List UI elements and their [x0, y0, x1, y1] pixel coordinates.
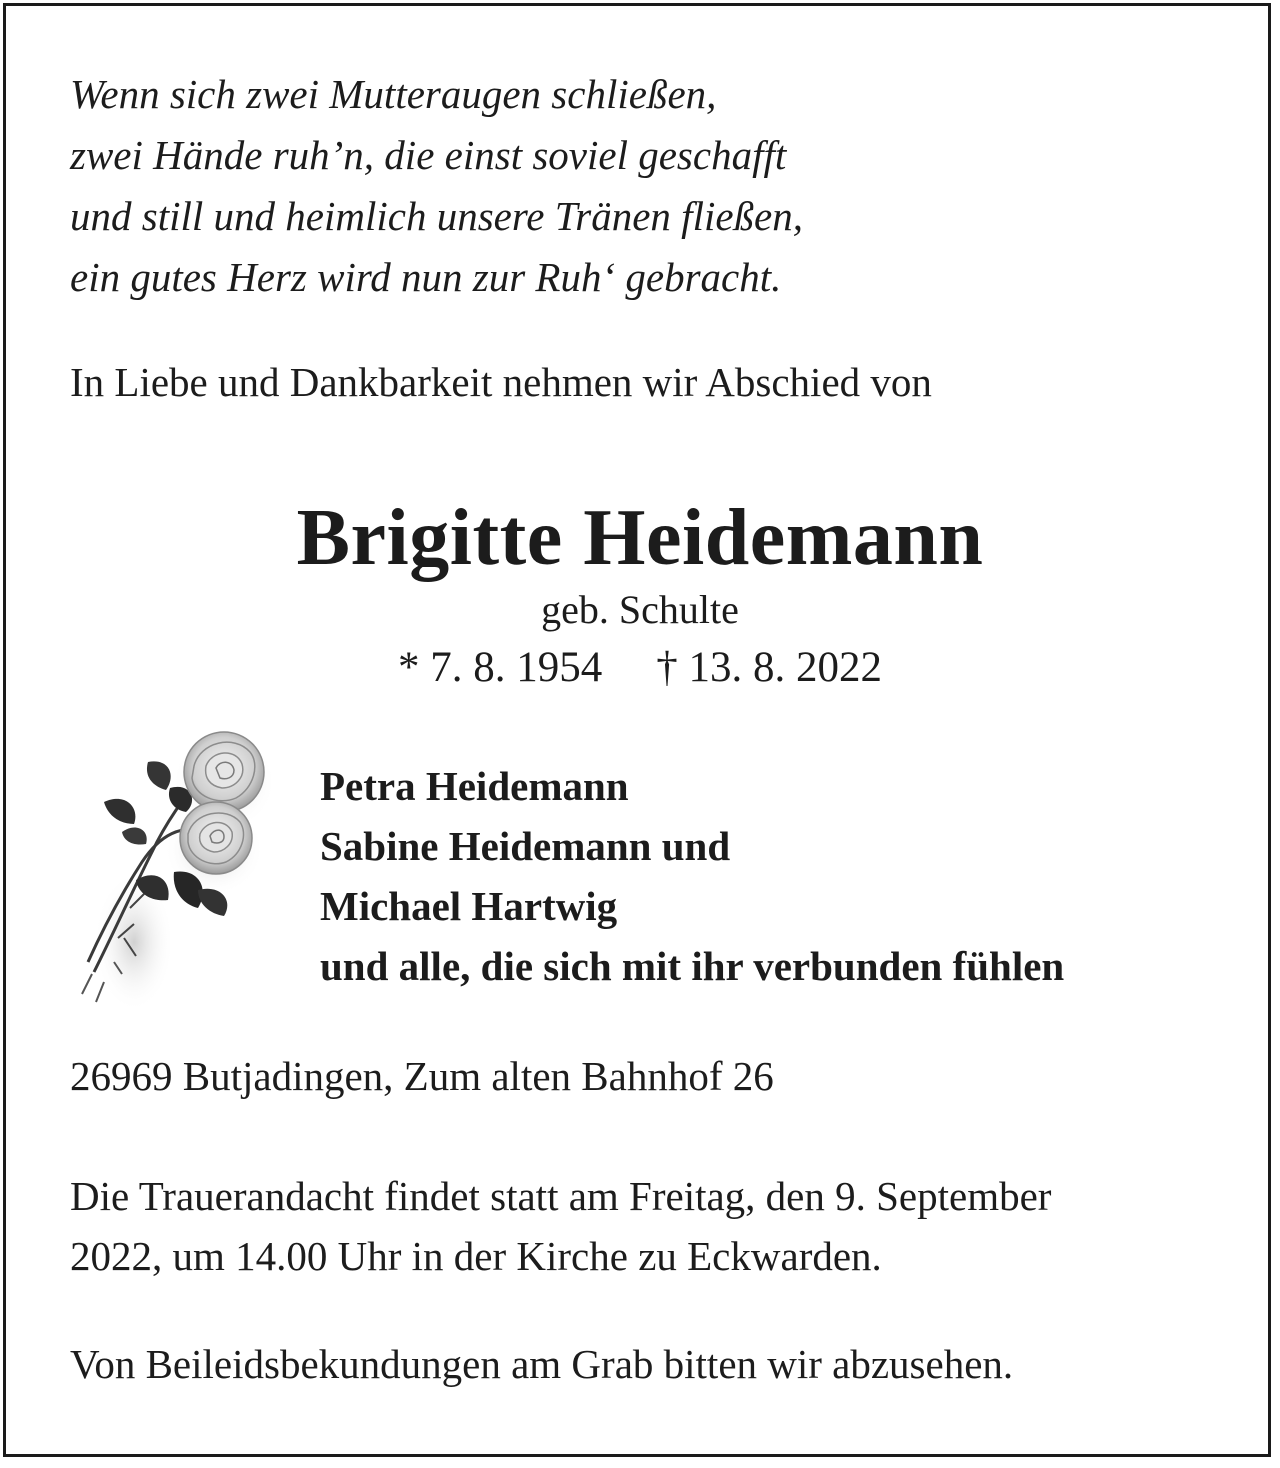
service-line: 2022, um 14.00 Uhr in der Kirche zu Eckwarden. — [70, 1233, 882, 1279]
mourner: Sabine Heidemann und — [320, 823, 731, 869]
service-line: Die Trauerandacht findet statt am Freitag, den 9. September — [70, 1173, 1052, 1219]
poem-line: und still und heimlich unsere Tränen fließen, — [70, 193, 803, 239]
life-dates — [0, 642, 1280, 694]
service-info — [70, 1166, 1051, 1286]
mourners-list — [320, 756, 1064, 996]
condolence-note: Von Beileidsbekundungen am Grab bitten wir abzusehen. — [70, 1341, 1014, 1387]
poem-line: zwei Hände ruh’n, die einst soviel geschafft — [70, 132, 787, 178]
maiden-name: geb. Schulte — [541, 587, 739, 632]
poem-line: Wenn sich zwei Mutteraugen schließen, — [70, 71, 717, 117]
intro-text: In Liebe und Dankbarkeit nehmen wir Abschied von — [70, 359, 932, 405]
poem-line: ein gutes Herz wird nun zur Ruh‘ gebracht. — [70, 254, 782, 300]
rose-icon — [74, 712, 286, 1012]
mourner: Petra Heidemann — [320, 763, 629, 809]
mourner: und alle, die sich mit ihr verbunden fühlen — [320, 943, 1065, 989]
poem — [70, 64, 803, 308]
address: 26969 Butjadingen, Zum alten Bahnhof 26 — [70, 1053, 774, 1099]
birth-date: * 7. 8. 1954 — [398, 644, 603, 691]
mourner: Michael Hartwig — [320, 883, 618, 929]
death-date: † 13. 8. 2022 — [656, 644, 882, 691]
deceased-name: Brigitte Heidemann — [296, 494, 984, 582]
